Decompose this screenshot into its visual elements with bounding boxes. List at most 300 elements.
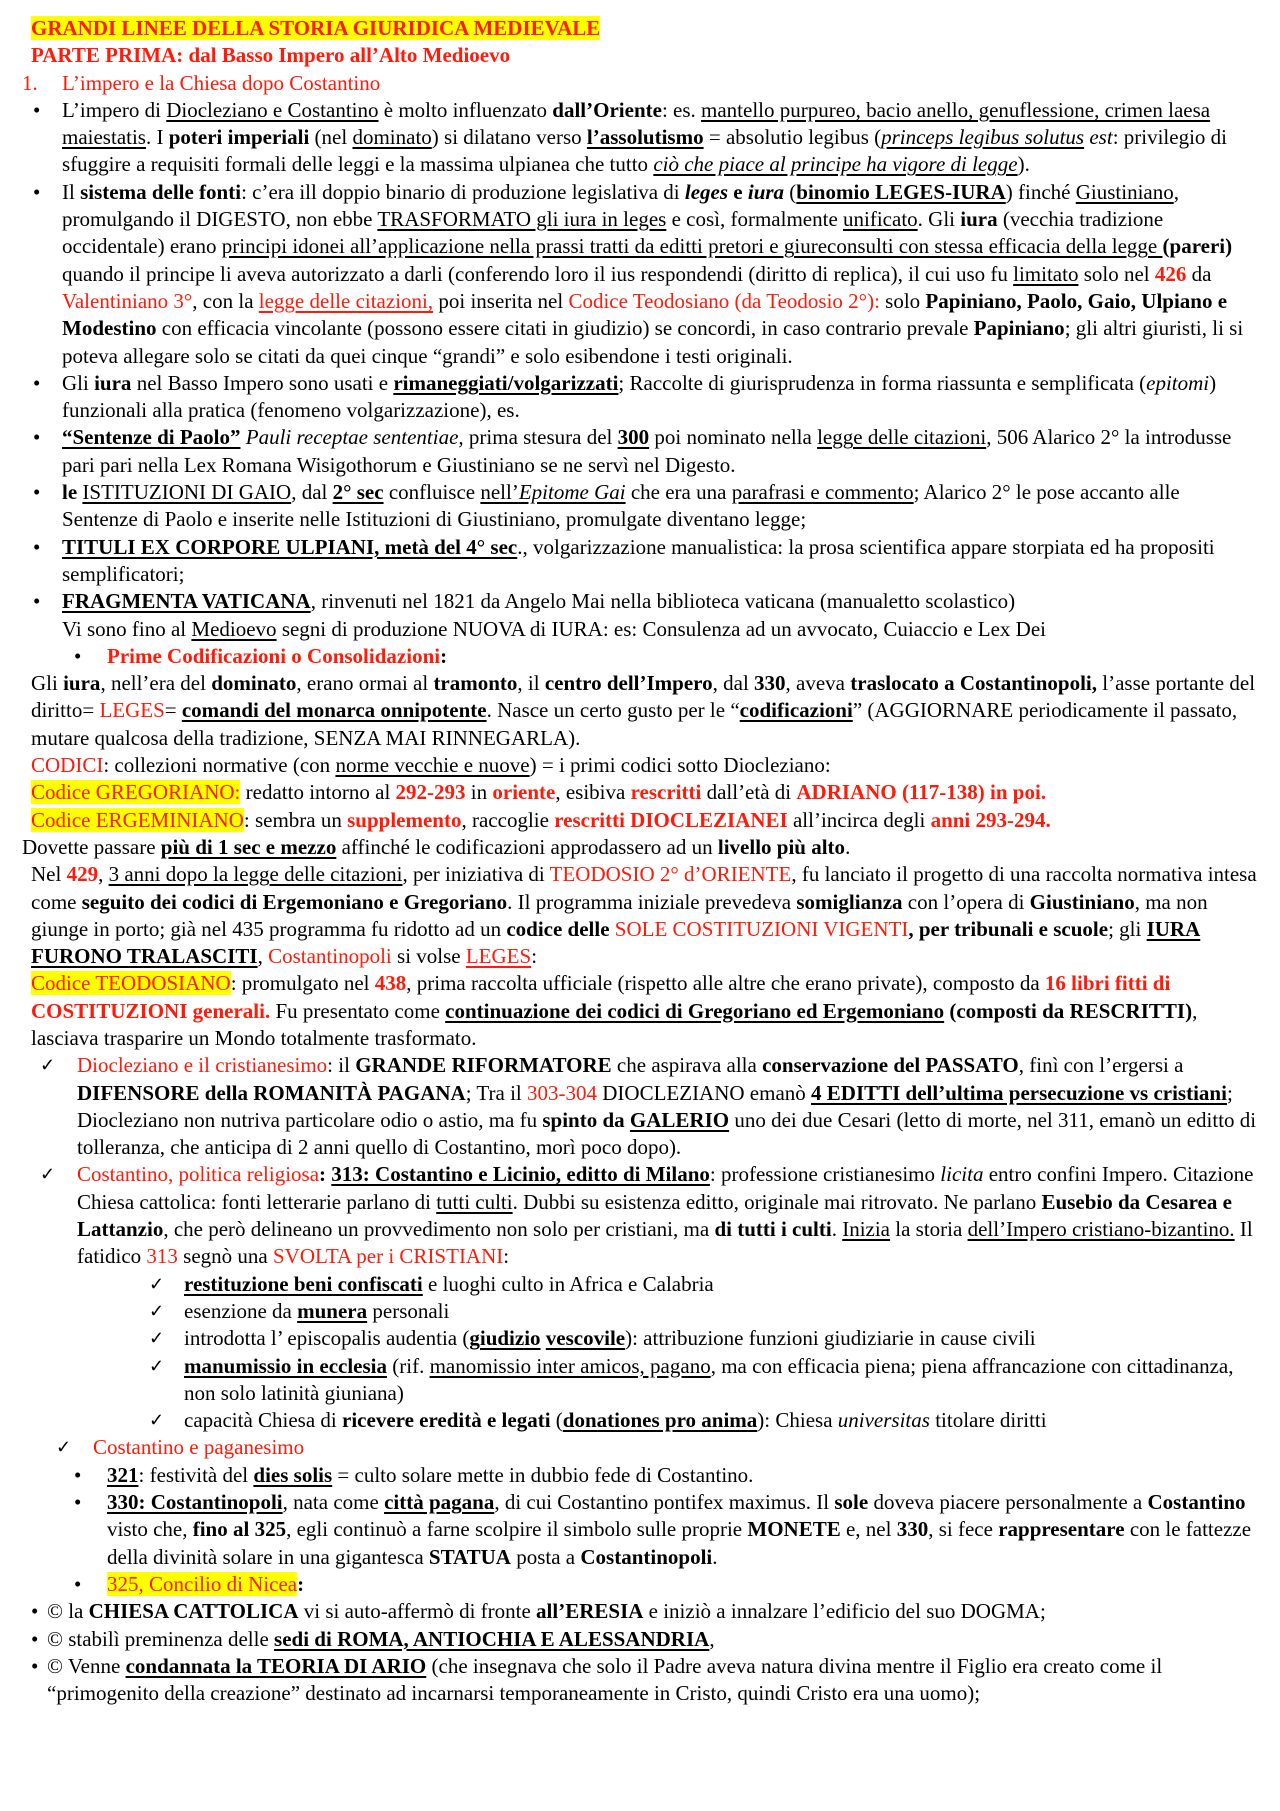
text-run: città pagana: [384, 1490, 495, 1515]
text-run: nel Basso Impero sono usati e: [131, 370, 394, 395]
text-run: TITULI EX CORPORE ULPIANI, metà del 4° sec: [62, 534, 518, 559]
text-run: ) finché: [1005, 179, 1076, 204]
text-run: Gli: [31, 671, 64, 696]
text-run: uno dei due Cesari (letto di morte, nel 311, emanò un editto di tolleranza, che anticipa di 2 anni quello di Costantino, morì poco dopo).: [77, 1107, 1257, 1160]
text-run: : es.: [661, 97, 702, 122]
text-run: epitomi: [1146, 370, 1210, 395]
text-run: : il: [327, 1053, 356, 1078]
text-run: Pauli receptae sententiae,: [245, 425, 464, 450]
text-run: .: [712, 1544, 718, 1569]
text-run: . Il programma iniziale prevedeva: [507, 889, 797, 914]
bullet-item: [0, 424, 1258, 479]
checkmark-icon: ✓: [56, 1437, 72, 1458]
highlighted-text: 325, Concilio di Nicea: [107, 1571, 298, 1596]
bullet-item: [0, 1653, 1258, 1708]
text-run: ; Diocleziano non nutriva particolare odio o astio, ma fu: [77, 1080, 1233, 1132]
text-run: Medioevo: [191, 616, 277, 641]
text-run: (pareri): [1162, 234, 1233, 259]
text-run: :: [297, 1571, 305, 1596]
text-run: MONETE: [747, 1517, 841, 1542]
text-run: manomissio inter amicos, pagano: [429, 1353, 711, 1378]
text-run: sedi di ROMA, ANTIOCHIA E ALESSANDRIA: [274, 1626, 710, 1651]
text-run: codice delle: [506, 916, 615, 941]
text-run: CODICI: [31, 753, 104, 778]
text-run: Costantinopoli: [268, 944, 392, 969]
checkmark-icon: ✓: [40, 1055, 56, 1076]
bullet-item: [0, 479, 1258, 534]
text-run: Fu presentato come: [270, 998, 446, 1023]
text-run: poi inserita nel: [433, 288, 569, 313]
bullet-icon: •: [33, 480, 41, 505]
text-run: Eusebio da Cesarea e Lattanzio: [77, 1189, 1232, 1242]
text-run: , 506 Alarico 2° la introdusse pari pari nella Lex Romana Wisigothorum e Giustiniano se ne servì nel Digesto.: [62, 425, 1232, 477]
text-run: Costantino: [1147, 1490, 1246, 1515]
text-run: (vecchia tradizione occidentale) erano: [62, 207, 1164, 259]
text-run: prima stesura del: [463, 425, 618, 450]
text-run: la storia: [890, 1217, 968, 1242]
text-run: ISTITUZIONI DI GAIO: [82, 480, 292, 505]
text-run: rappresentare: [998, 1517, 1125, 1542]
text-run: Dovette passare: [22, 834, 161, 859]
text-run: mantello purpureo, bacio anello, genuflessione, crimen laesa maiestatis: [62, 97, 1211, 150]
check-item: [0, 1052, 1258, 1161]
text-run: Epitome Gai: [518, 480, 626, 505]
text-run: traslocato a Costantinopoli,: [850, 671, 1097, 696]
sub-bullet-item: [0, 643, 1258, 670]
text-run: (composti da RESCRITTI): [949, 998, 1193, 1023]
text-run: ,: [257, 944, 269, 969]
text-run: 426: [1154, 261, 1187, 286]
text-run: ; Alarico 2° le pose accanto alle Sentenze di Paolo e inserite nelle Istituzioni di Giustiniano, promulgate diventano legge;: [62, 480, 1180, 532]
text-run: TRASFORMATO gli iura in leges: [377, 207, 667, 232]
text-run: entro confini Impero. Citazione Chiesa cattolica: fonti letterarie parlano di: [77, 1162, 1254, 1214]
text-run: donationes pro anima: [562, 1408, 758, 1433]
text-run: e, nel: [840, 1517, 897, 1542]
checkmark-icon: ✓: [149, 1273, 165, 1294]
text-run: solo nel: [1078, 261, 1155, 286]
text-run: GRANDE RIFORMATORE: [355, 1053, 612, 1078]
text-run: 2° sec: [332, 480, 384, 505]
highlighted-text: GRANDI LINEE DELLA STORIA GIURIDICA MEDIEVALE: [31, 16, 601, 40]
bullet-icon: •: [33, 179, 41, 204]
bullet-icon: •: [33, 534, 41, 559]
text-run: limitato: [1013, 261, 1079, 286]
text-run: (: [550, 1408, 563, 1433]
text-run: ciò che piace al principe ha vigore di legge: [653, 152, 1018, 177]
text-run: SVOLTA per i CRISTIANI: [272, 1244, 504, 1269]
text-run: norme vecchie e nuove: [335, 753, 530, 778]
text-run: che era una: [625, 480, 732, 505]
sub-bullet-item: [0, 1489, 1258, 1571]
text-run: conservazione del PASSATO: [762, 1053, 1019, 1078]
text-run: Giustiniano: [1075, 179, 1174, 204]
text-run: . Gli: [917, 207, 961, 232]
text-run: , rinvenuti nel 1821 da Angelo Mai nella biblioteca vaticana (manualetto scolastico): [310, 589, 1016, 614]
numbered-heading: [0, 70, 1258, 97]
bullet-icon: •: [33, 370, 41, 395]
text-run: ” (AGGIORNARE periodicamente il passato, mutare qualcosa della tradizione, SENZA MAI RINNEGARLA).: [31, 698, 1238, 750]
text-run: rescritti DIOCLEZIANEI: [554, 807, 788, 832]
text-run: LEGES: [465, 944, 532, 969]
nested-check-item: [0, 1407, 1258, 1434]
text-run: ): Chiesa: [757, 1408, 838, 1433]
text-run: IURA FURONO TRALASCITI: [31, 916, 1201, 969]
text-run: ; Raccolte di giurisprudenza in forma riassunta e semplificata (: [618, 370, 1147, 395]
text-run: giudizio: [469, 1326, 541, 1351]
paragraph: [0, 807, 1258, 834]
text-run: parafrasi e commento: [731, 480, 914, 505]
bullet-icon: •: [31, 1599, 39, 1624]
text-run: TEODOSIO 2° d’ORIENTE: [549, 862, 792, 887]
text-run: ).: [1017, 152, 1030, 177]
bullet-icon: •: [74, 1571, 82, 1596]
bullet-icon: •: [74, 643, 82, 668]
text-run: universitas: [837, 1408, 930, 1433]
text-run: condannata la TEORIA DI ARIO: [125, 1653, 427, 1678]
section-heading: [0, 42, 1258, 69]
text-run: , prima raccolta ufficiale (rispetto alle altre che erano private), composto da: [406, 971, 1045, 996]
text-run: :: [503, 1244, 510, 1269]
text-run: , finì con l’ergersi a: [1018, 1053, 1184, 1078]
text-run: (che insegnava che solo il Padre aveva natura divina mentre il Figlio era creato come il “primogenito della creazione” destinato ad incarnarsi temporaneamente in Cristo, quindi Cristo era una uomo);: [47, 1653, 1163, 1706]
text-run: 313: Costantino e Licinio, editto di Milano: [331, 1162, 710, 1187]
text-run: , nata come: [282, 1490, 385, 1515]
bullet-item: [0, 179, 1258, 370]
text-run: : collezioni normative (con: [103, 753, 336, 778]
bullet-item: [0, 1626, 1258, 1653]
text-run: = absolutio legibus (: [703, 125, 882, 150]
text-run: vi si auto-affermò di fronte: [298, 1599, 537, 1624]
text-run: personali: [367, 1298, 450, 1323]
text-run: principi idonei all’applicazione nella prassi tratti da editti pretori e giureconsulti con stessa efficacia della legge: [221, 234, 1163, 259]
text-run: licita: [940, 1162, 984, 1187]
text-run: ,: [98, 862, 109, 887]
text-run: , erano ormai al: [296, 671, 434, 696]
text-run: dies solis: [253, 1462, 333, 1487]
text-run: FRAGMENTA VATICANA: [62, 589, 311, 614]
text-run: , dal: [712, 671, 755, 696]
text-run: ) = i primi codici sotto Diocleziano:: [529, 753, 831, 778]
text-run: dominato: [352, 125, 432, 150]
text-run: Il fatidico: [77, 1217, 1253, 1269]
text-run: :: [319, 1162, 332, 1187]
text-run: , ma con efficacia piena; piena affrancazione con cittadinanza, non solo latinità giuniana): [184, 1353, 1234, 1405]
text-run: L’impero di: [62, 97, 167, 122]
text-run: capacità Chiesa di: [184, 1408, 343, 1433]
text-run: comandi del monarca onnipotente: [181, 698, 487, 723]
text-run: : promulgato nel: [230, 971, 375, 996]
bullet-icon: •: [74, 1490, 82, 1515]
text-run: Gli: [62, 370, 95, 395]
text-run: poteri imperiali: [168, 125, 310, 150]
text-run: con efficacia vincolante (possono essere citati in giudizio) se concordi, in caso contrario prevale: [156, 316, 974, 341]
text-run: l’assolutismo: [586, 125, 704, 150]
checkmark-icon: ✓: [149, 1300, 165, 1321]
text-run: leges: [684, 179, 729, 204]
text-run: , esibiva: [555, 780, 631, 805]
text-run: = culto solare mette in dubbio fede di Costantino.: [332, 1462, 754, 1487]
text-run: ricevere eredità e legati: [342, 1408, 551, 1433]
document-title: [0, 15, 1258, 42]
highlighted-text: Codice GREGORIANO:: [31, 780, 241, 805]
bullet-icon: •: [33, 97, 41, 122]
text-run: iura: [63, 671, 101, 696]
text-run: legge delle citazioni: [817, 425, 987, 450]
text-run: (rif.: [387, 1353, 430, 1378]
text-run: Il: [62, 179, 81, 204]
text-run: , fu lanciato il progetto di una raccolta normativa intesa come: [31, 862, 1257, 914]
text-run: Costantinopoli: [580, 1544, 713, 1569]
text-run: ., volgarizzazione manualistica: la prosa scientifica appare storpiata ed ha propositi semplificatori;: [62, 534, 1215, 586]
bullet-item: [0, 1598, 1258, 1625]
paragraph: [0, 970, 1258, 1052]
text-run: =: [164, 698, 182, 723]
text-run: iura: [747, 179, 785, 204]
text-run: GALERIO: [629, 1107, 730, 1132]
text-run: ; gli altri giuristi, li si poteva allegare solo se citati da quei cinque “grandi” e solo esibendone i testi originali.: [62, 316, 1244, 368]
text-run: © stabilì preminenza delle: [47, 1626, 275, 1651]
text-run: .: [831, 1217, 843, 1242]
text-run: dall’Oriente: [552, 97, 662, 122]
text-run: legge delle citazioni,: [258, 288, 434, 313]
text-run: : c’era ill doppio binario di produzione legislativa di: [241, 179, 685, 204]
text-run: affinché le codificazioni approdassero ad un: [336, 834, 718, 859]
text-run: , lasciava trasparire un Mondo totalmente trasformato.: [31, 998, 1198, 1050]
text-run: :: [531, 944, 538, 969]
text-run: : sembra un: [243, 807, 348, 832]
text-run: DIOCLEZIANO emanò: [597, 1080, 812, 1105]
text-run: 300: [617, 425, 650, 450]
text-run: sole: [834, 1490, 869, 1515]
nested-check-item: [0, 1271, 1258, 1298]
text-run: , che però delineano un provvedimento non solo per cristiani, ma: [163, 1217, 715, 1242]
sub-bullet-item: [0, 1462, 1258, 1489]
text-run: Prime Codificazioni o Consolidazioni: [107, 643, 441, 668]
text-run: da: [1186, 261, 1212, 286]
text-run: centro dell’Impero: [544, 671, 713, 696]
text-run: Inizia: [842, 1217, 891, 1242]
text-run: Costantino e paganesimo: [93, 1435, 305, 1460]
check-item: [0, 1161, 1258, 1270]
text-run: iura: [960, 207, 998, 232]
text-run: ,: [709, 1626, 715, 1651]
checkmark-icon: ✓: [149, 1410, 165, 1431]
text-run: dell’Impero cristiano-bizantino.: [967, 1217, 1235, 1242]
text-run: introdotta l’ episcopalis audentia (: [184, 1326, 470, 1351]
text-run: ADRIANO (117-138) in poi.: [796, 780, 1047, 805]
text-run: 303-304: [527, 1080, 597, 1105]
text-run: spinto da: [542, 1107, 630, 1132]
text-run: © la: [47, 1599, 89, 1624]
text-run: manumissio in ecclesia: [184, 1353, 387, 1378]
paragraph: [0, 861, 1258, 970]
document-page: [0, 15, 1258, 1707]
text-run: PARTE PRIMA: dal Basso Impero all’Alto Medioevo: [31, 43, 511, 68]
text-run: est: [1089, 125, 1113, 150]
text-run: tramonto: [433, 671, 518, 696]
text-run: 330: [754, 671, 786, 696]
text-run: : festività del: [138, 1462, 254, 1487]
text-run: , raccoglie: [461, 807, 555, 832]
text-run: visto che,: [107, 1517, 193, 1542]
text-run: e: [728, 179, 748, 204]
text-run: Diocleziano e il cristianesimo: [77, 1053, 328, 1078]
text-run: :: [440, 643, 448, 668]
text-run: DIFENSORE della ROMANITÀ PAGANA: [77, 1080, 466, 1105]
text-run: oriente: [492, 780, 556, 805]
text-run: 330: Costantinopoli: [107, 1490, 283, 1515]
text-run: Nel: [31, 862, 67, 887]
text-run: ): attribuzione funzioni giudiziarie in cause civili: [625, 1326, 1036, 1351]
paragraph: [0, 616, 1258, 643]
text-run: 321: [107, 1462, 139, 1487]
checkmark-icon: ✓: [149, 1328, 165, 1349]
bullet-icon: •: [33, 425, 41, 450]
nested-check-item: [0, 1298, 1258, 1325]
text-run: all’incirca degli: [787, 807, 931, 832]
text-run: vescovile: [545, 1326, 626, 1351]
text-run: ) funzionali alla pratica (fenomeno volgarizzazione), es.: [62, 370, 1217, 423]
text-run: 3 anni dopo la legge delle citazioni: [108, 862, 403, 887]
text-run: sistema delle fonti: [80, 179, 242, 204]
text-run: livello più alto: [717, 834, 846, 859]
bullet-icon: •: [31, 1653, 39, 1678]
text-run: dominato: [211, 671, 297, 696]
text-run: è molto influenzato: [378, 97, 553, 122]
checkmark-icon: ✓: [149, 1355, 165, 1376]
nested-check-item: [0, 1325, 1258, 1352]
text-run: munera: [297, 1298, 368, 1323]
highlighted-text: Codice ERGEMINIANO: [31, 807, 244, 832]
text-run: Papiniano: [973, 316, 1065, 341]
paragraph: [0, 752, 1258, 779]
text-run: .: [845, 834, 851, 859]
bullet-icon: •: [31, 1626, 39, 1651]
highlighted-text: Codice TEODOSIANO: [31, 971, 231, 996]
text-run: Vi sono fino al: [62, 616, 192, 641]
text-run: © Venne: [47, 1653, 126, 1678]
text-run: , nell’era del: [100, 671, 212, 696]
text-run: l’asse portante del diritto=: [31, 671, 1256, 723]
text-run: , aveva: [785, 671, 851, 696]
text-run: , di cui Costantino pontifex maximus. Il: [494, 1490, 835, 1515]
text-run: doveva piacere personalmente a: [868, 1490, 1148, 1515]
text-run: con le fattezze della divinità solare in una gigantesca: [107, 1517, 1252, 1569]
text-run: anni 293-294.: [930, 807, 1051, 832]
text-run: Diocleziano e Costantino: [166, 97, 379, 122]
text-run: segni di produzione NUOVA di IURA: es: Consulenza ad un avvocato, Cuiaccio e Lex Dei: [276, 616, 1047, 641]
text-run: , egli continuò a farne scolpire il simbolo sulle proprie: [286, 1517, 748, 1542]
bullet-item: [0, 370, 1258, 425]
text-run: 4 EDITTI dell’ultima persecuzione vs cristiani: [811, 1080, 1227, 1105]
text-run: binomio LEGES-IURA: [796, 179, 1006, 204]
text-run: ; Tra il: [465, 1080, 527, 1105]
text-run: 438: [374, 971, 407, 996]
list-number: 1.: [22, 70, 38, 95]
text-run: ) si dilatano verso: [431, 125, 587, 150]
bullet-item: [0, 534, 1258, 589]
text-run: rescritti: [630, 780, 702, 805]
bullet-item: [0, 588, 1258, 615]
text-run: continuazione dei codici di Gregoriano ed Ergemoniano: [445, 998, 945, 1023]
paragraph: [0, 834, 1258, 861]
text-run: princeps legibus solutus: [881, 125, 1085, 150]
text-run: rimaneggiati/volgarizzati: [393, 370, 619, 395]
text-run: 313: [146, 1244, 178, 1269]
checkmark-icon: ✓: [40, 1164, 56, 1185]
text-run: e iniziò a innalzare l’edificio del suo DOGMA;: [643, 1599, 1046, 1624]
text-run: Papiniano, Paolo, Gaio, Ulpiano e Modestino: [62, 288, 1228, 341]
text-run: 292-293: [395, 780, 466, 805]
text-run: , il: [517, 671, 545, 696]
text-run: esenzione da: [184, 1298, 298, 1323]
text-run: , si fece: [928, 1517, 999, 1542]
text-run: (nel: [309, 125, 353, 150]
nested-check-item: [0, 1353, 1258, 1408]
text-run: : privilegio di sfuggire a requisiti formali delle leggi e la massima ulpianea che tutto: [62, 125, 1228, 177]
text-run: le: [62, 480, 83, 505]
text-run: L’impero e la Chiesa dopo Costantino: [62, 70, 381, 95]
text-run: che aspirava alla: [611, 1053, 763, 1078]
check-item: [0, 1434, 1258, 1461]
text-run: . Dubbi su esistenza editto, originale mai ritrovato. Ne parlano: [512, 1189, 1042, 1214]
text-run: somiglianza: [796, 889, 903, 914]
text-run: . I: [145, 125, 169, 150]
text-run: LEGES: [99, 698, 165, 723]
text-run: “Sentenze di Paolo”: [62, 425, 241, 450]
text-run: Valentiniano 3°: [62, 288, 193, 313]
text-run: fino al 325: [192, 1517, 287, 1542]
text-run: ; gli: [1108, 916, 1147, 941]
text-run: , per iniziativa di: [402, 862, 550, 887]
text-run: più di 1 sec e mezzo: [160, 834, 337, 859]
text-run: titolare diritti: [929, 1408, 1047, 1433]
text-run: , dal: [291, 480, 333, 505]
text-run: confluisce: [383, 480, 481, 505]
paragraph: [0, 779, 1258, 806]
text-run: , ma non giunge in porto; già nel 435 programma fu ridotto ad un: [31, 889, 1208, 941]
text-run: e luoghi culto in Africa e Calabria: [422, 1271, 714, 1296]
text-run: supplemento: [347, 807, 462, 832]
text-run: redatto intorno al: [240, 780, 396, 805]
text-run: tutti culti: [436, 1189, 513, 1214]
text-run: quando il principe li aveva autorizzato a darli (conferendo loro il ius respondendi (diritto di replica), il cui uso fu: [62, 261, 1014, 286]
text-run: Giustiniano: [1029, 889, 1135, 914]
text-run: si volse: [391, 944, 466, 969]
bullet-icon: •: [74, 1462, 82, 1487]
text-run: : professione cristianesimo: [709, 1162, 941, 1187]
text-run: codificazioni: [739, 698, 853, 723]
text-run: segnò una: [177, 1244, 273, 1269]
text-run: . Nasce un certo gusto per le “: [486, 698, 740, 723]
text-run: Costantino, politica religiosa: [77, 1162, 320, 1187]
text-run: 16 libri fitti di COSTITUZIONI generali.: [31, 971, 1171, 1023]
text-run: seguito dei codici di Ergemoniano e Gregoriano: [81, 889, 508, 914]
text-run: all’ERESIA: [536, 1599, 644, 1624]
bullet-icon: •: [33, 589, 41, 614]
text-run: 429: [66, 862, 99, 887]
text-run: , con la: [192, 288, 259, 313]
text-run: in: [465, 780, 493, 805]
text-run: posta a: [510, 1544, 581, 1569]
bullet-item: [0, 97, 1258, 179]
text-run: , per tribunali e scuole: [908, 916, 1109, 941]
text-run: 330: [896, 1517, 929, 1542]
text-run: (: [784, 179, 797, 204]
text-run: di tutti i culti: [714, 1217, 832, 1242]
paragraph: [0, 670, 1258, 752]
text-run: solo: [879, 288, 926, 313]
